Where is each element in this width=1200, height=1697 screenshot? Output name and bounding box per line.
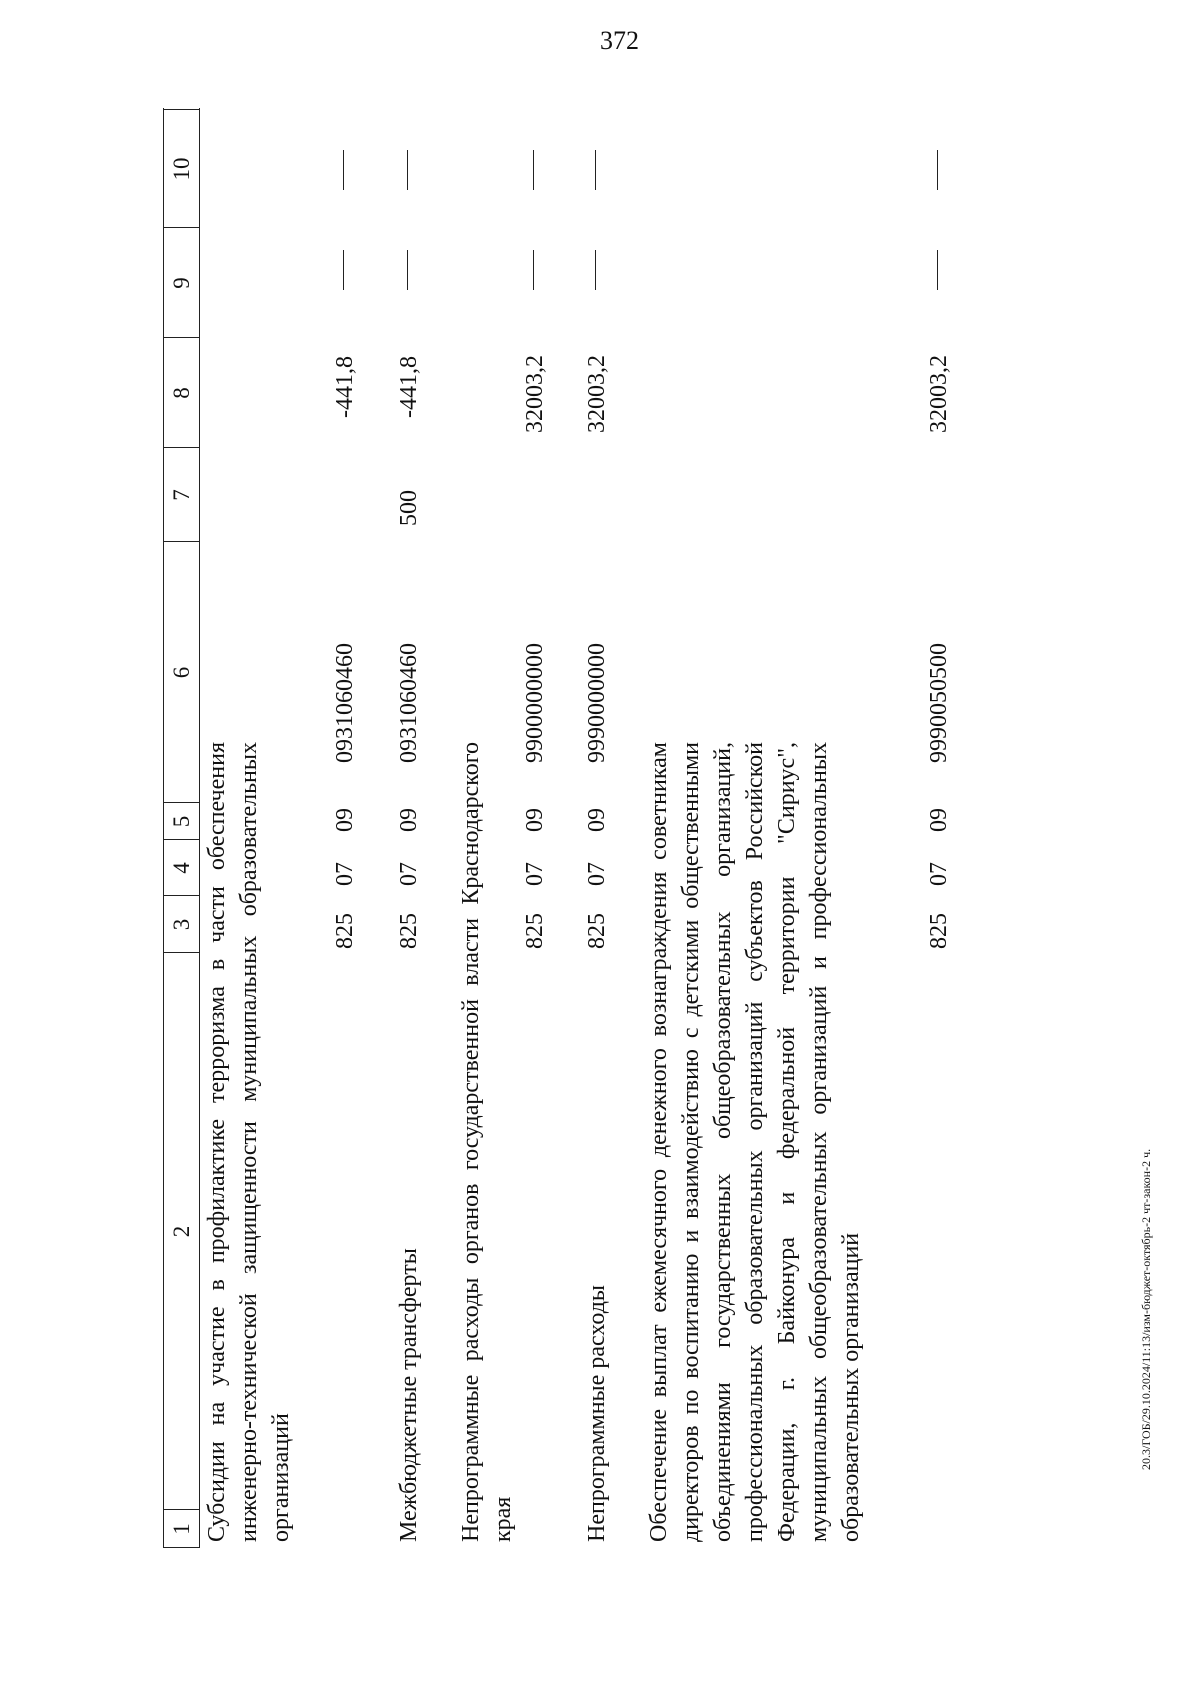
column-header-7: 7: [169, 489, 194, 501]
cell-col4: 07: [584, 862, 610, 886]
cell-col5: 09: [396, 808, 422, 832]
cell-col10-dash: [595, 150, 596, 190]
cell-col9-dash: [343, 250, 344, 290]
cell-col3: 825: [332, 913, 358, 949]
cell-col8: 32003,2: [522, 355, 548, 433]
row-description: Обеспечение выплат ежемесячного денежного вознаграждения советникам директоров по воспитанию и взаимодействию с детскими общественными объединениями государственных общеобразовательных организаций, профессиональных образовательных организаций субъектов Российской Федерации, г. Байконура и федеральной территории "Сириус", муниципальных общеобразовательных организаций и профессиональных образовательных организаций: [646, 742, 864, 1542]
footer-code: 20.3/ГОБ/29.10.2024/11:13/изм-бюджет-октябрь-2 чт-закон-2 ч.: [1139, 1148, 1153, 1470]
cell-col6: 0931060460: [332, 643, 358, 763]
row-description: Межбюджетные трансферты: [396, 1248, 422, 1542]
cell-col3: 825: [926, 913, 952, 949]
header-bottom-border: [199, 108, 200, 1548]
budget-table: [163, 108, 952, 1548]
cell-col4: 07: [926, 862, 952, 886]
cell-col10-dash: [937, 150, 938, 190]
cell-col4: 07: [396, 862, 422, 886]
cell-col3: 825: [584, 913, 610, 949]
cell-col6: 0931060460: [396, 643, 422, 763]
header-top-border: [163, 108, 164, 1548]
cell-col6: 9990000000: [584, 643, 610, 763]
column-header-9: 9: [169, 277, 194, 289]
column-header-8: 8: [169, 387, 194, 399]
column-header-10: 10: [169, 157, 194, 181]
column-header-2: 2: [169, 1225, 194, 1238]
cell-col8: 32003,2: [584, 355, 610, 433]
cell-col4: 07: [332, 862, 358, 886]
cell-col9-dash: [595, 250, 596, 290]
cell-col9-dash: [407, 250, 408, 290]
cell-col7: 500: [396, 490, 422, 526]
cell-col9-dash: [533, 250, 534, 290]
row-description: Субсидии на участие в профилактике терроризма в части обеспечения инженерно-технической защищенности муниципальных образовательных организаций: [204, 742, 294, 1542]
cell-col5: 09: [584, 808, 610, 832]
column-header-6: 6: [169, 666, 194, 679]
column-header-3: 3: [169, 918, 194, 931]
column-header-5: 5: [169, 815, 194, 828]
row-description: Непрограммные расходы: [584, 1284, 610, 1542]
cell-col5: 09: [522, 808, 548, 832]
cell-col6: 9900000000: [522, 643, 548, 763]
cell-col8: 32003,2: [926, 355, 952, 433]
cell-col10-dash: [407, 150, 408, 190]
cell-col4: 07: [522, 862, 548, 886]
cell-col3: 825: [396, 913, 422, 949]
cell-col5: 09: [926, 808, 952, 832]
cell-col10-dash: [343, 150, 344, 190]
row-description: Непрограммные расходы органов государственной власти Краснодарского края: [458, 742, 516, 1542]
column-header-4: 4: [169, 862, 194, 874]
column-header-1: 1: [169, 1523, 194, 1535]
cell-col9-dash: [937, 250, 938, 290]
cell-col5: 09: [332, 808, 358, 832]
cell-col10-dash: [533, 150, 534, 190]
cell-col3: 825: [522, 913, 548, 949]
cell-col6: 9990050500: [926, 643, 952, 763]
cell-col8: -441,8: [396, 356, 422, 418]
page-number: 372: [600, 26, 639, 55]
cell-col8: -441,8: [332, 356, 358, 418]
